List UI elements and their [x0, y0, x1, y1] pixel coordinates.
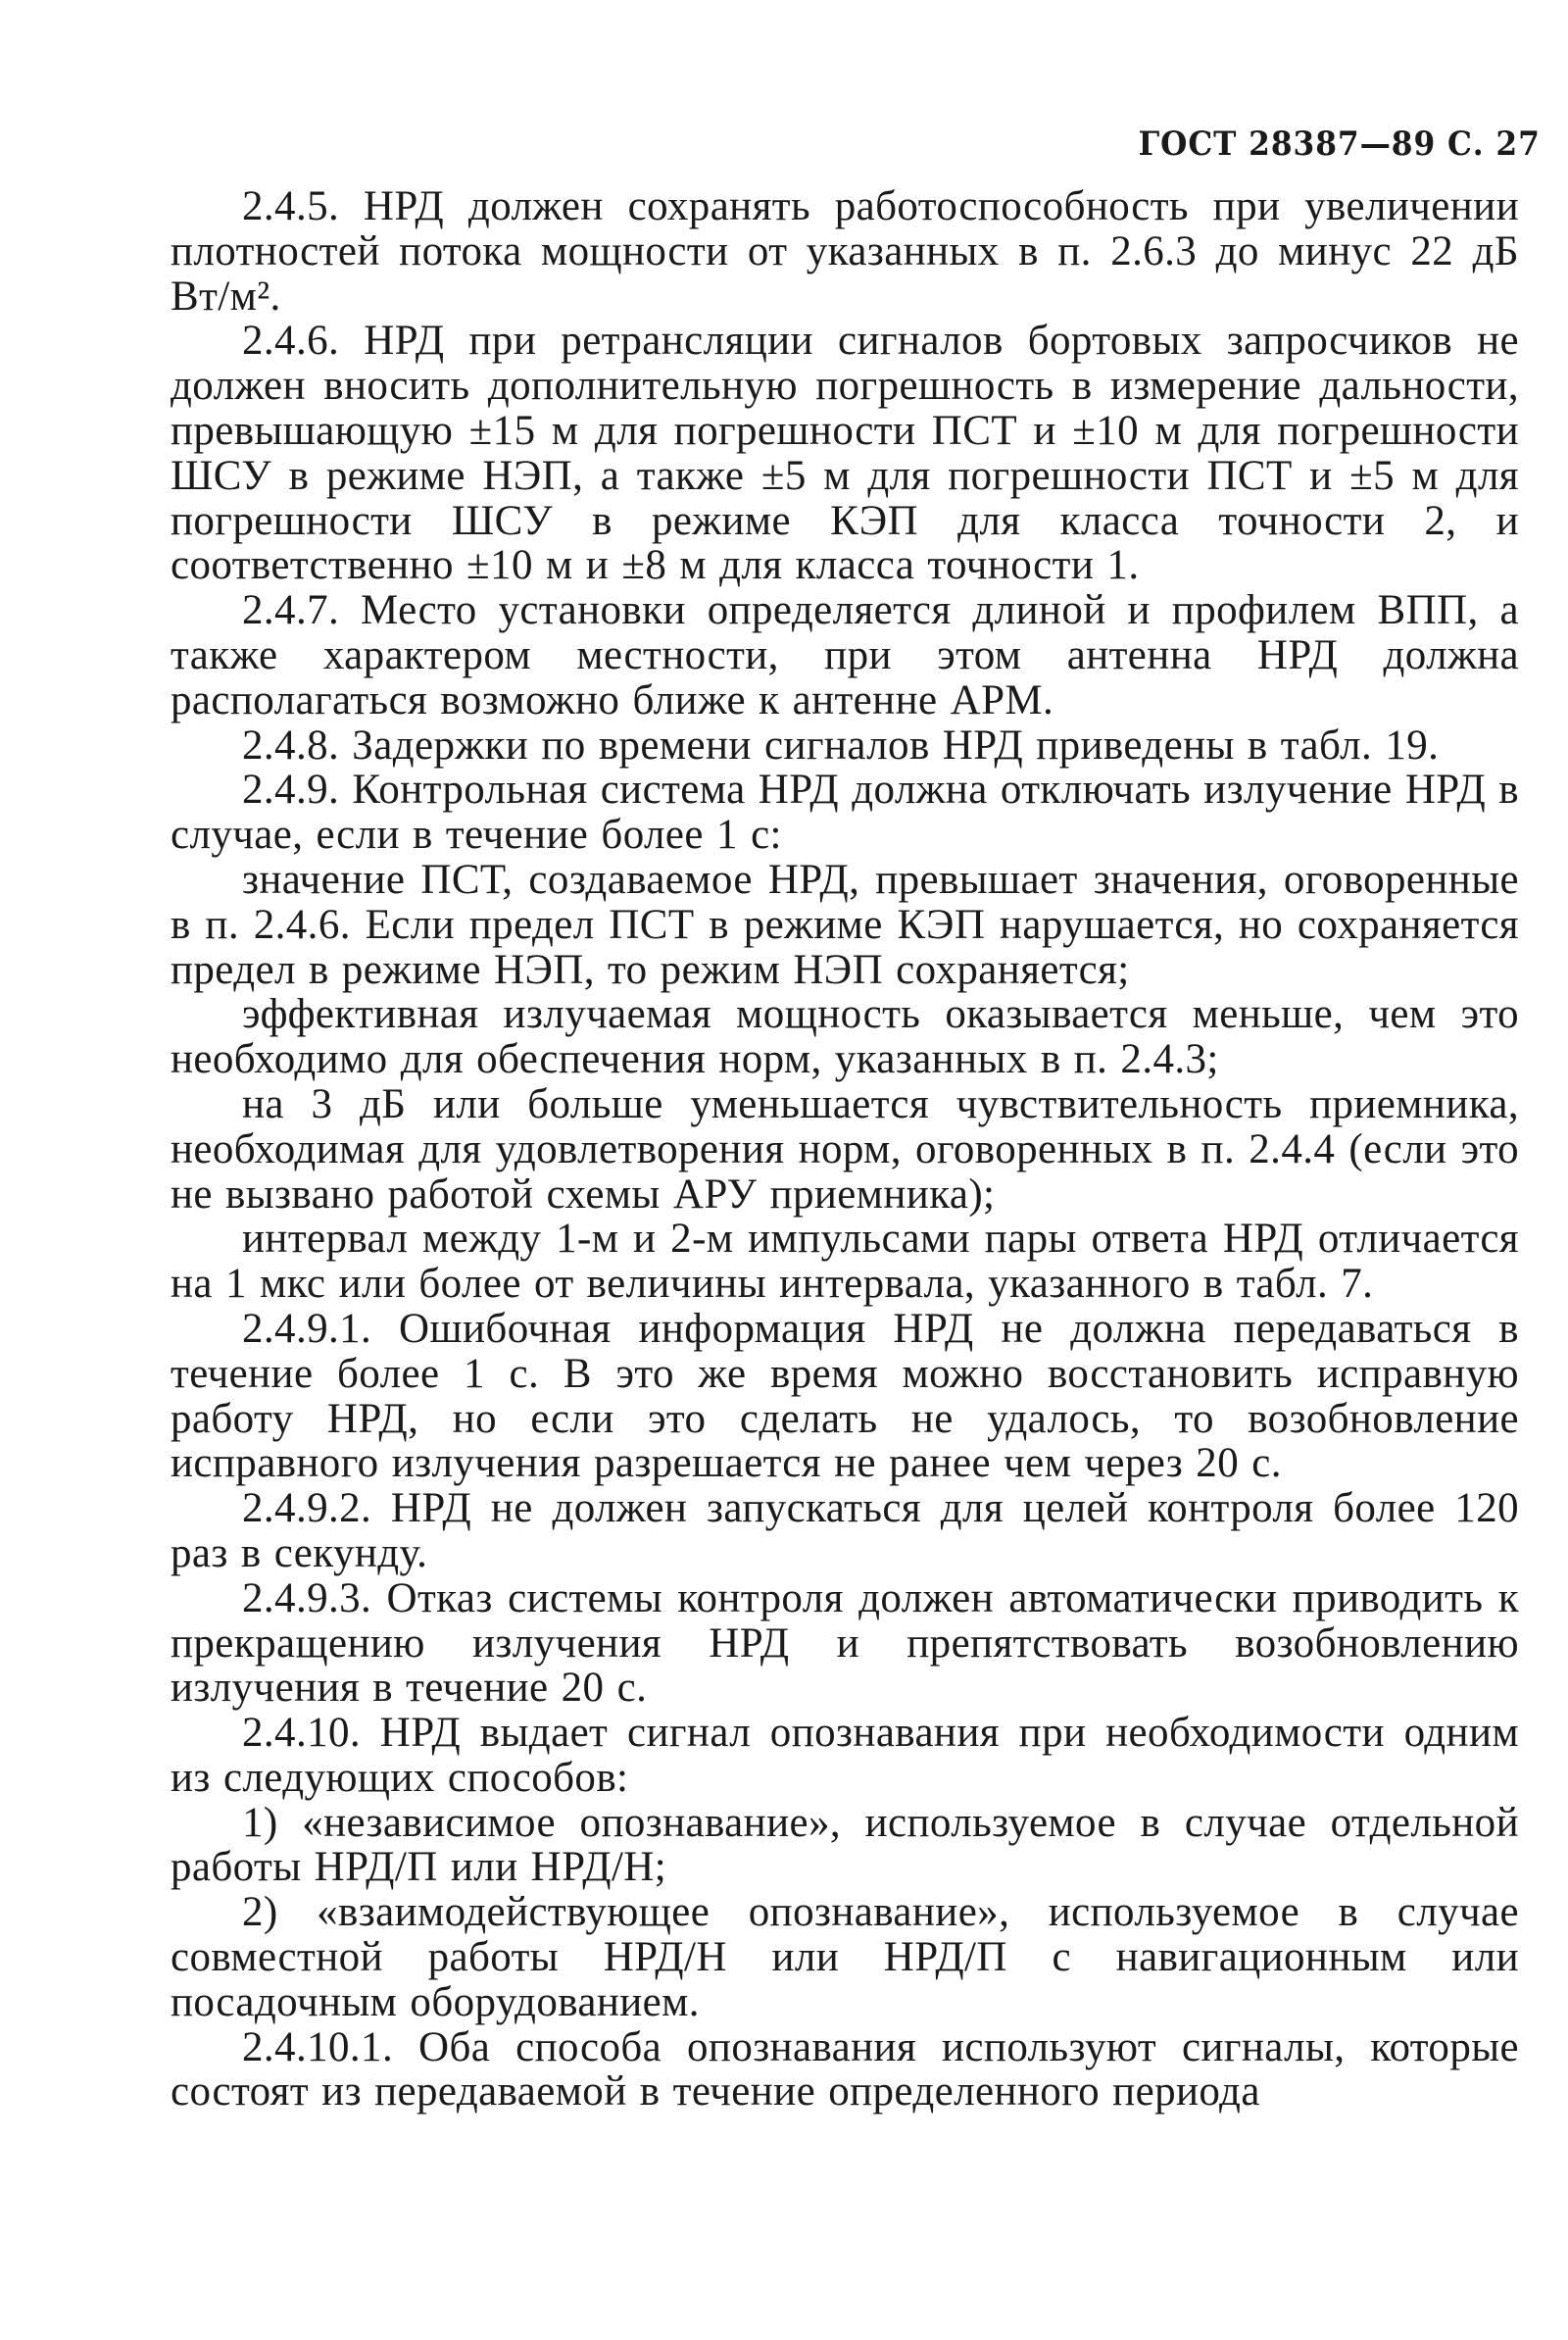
list-item-pst: значение ПСТ, создаваемое НРД, превышает значения, оговоренные в п. 2.4.6. Если предел ПСТ в режиме КЭП нарушается, но сохраняется предел в режиме НЭП, то режим НЭП сохраняется;: [171, 856, 1519, 993]
list-item-power: эффективная излучаемая мощность оказывается меньше, чем это необходимо для обеспечения норм, указанных в п. 2.4.3;: [171, 991, 1519, 1083]
paragraph-2-4-10: 2.4.10. НРД выдает сигнал опознавания при необходимости одним из следующих способов:: [171, 1710, 1519, 1801]
paragraph-2-4-5: 2.4.5. НРД должен сохранять работоспособность при увеличении плотностей потока мощности от указанных в п. 2.6.3 до минус 22 дБ Вт/м².: [171, 183, 1519, 320]
paragraph-2-4-10-1: 2.4.10.1. Оба способа опознавания используют сигналы, которые состоят из передаваемой в течение определенного периода: [171, 2023, 1519, 2116]
page-number: С. 27: [1447, 124, 1541, 164]
list-item-sensitivity: на 3 дБ или больше уменьшается чувствительность приемника, необходимая для удовлетворения норм, оговоренных в п. 2.4.4 (если это не вызвано работой схемы АРУ приемника);: [171, 1080, 1519, 1218]
paragraph-2-4-9-1: 2.4.9.1. Ошибочная информация НРД не должна передаваться в течение более 1 с. В это же время можно восстановить исправную работу НРД, но если это сделать не удалось, то возобновление исправного излучения разрешается не ранее чем через 20 с.: [171, 1305, 1519, 1487]
document-body: [171, 184, 1519, 2115]
list-item-interval: интервал между 1-м и 2-м импульсами пары ответа НРД отличается на 1 мкс или более от величины интервала, указанного в табл. 7.: [171, 1216, 1519, 1308]
paragraph-2-4-7: 2.4.7. Место установки определяется длиной и профилем ВПП, а также характером местности, при этом антенна НРД должна располагаться возможно ближе к антенне АРМ.: [171, 587, 1519, 723]
paragraph-2-4-9-2: 2.4.9.2. НРД не должен запускаться для целей контроля более 120 раз в секунду.: [171, 1485, 1519, 1576]
paragraph-2-4-9-3: 2.4.9.3. Отказ системы контроля должен автоматически приводить к прекращению излучения НРД и препятствовать возобновлению излучения в течение 20 с.: [171, 1574, 1519, 1712]
list-item-independent-id: 1) «независимое опознавание», используемое в случае отдельной работы НРД/П или НРД/Н;: [171, 1799, 1519, 1891]
page-header: [1139, 124, 1541, 164]
paragraph-2-4-8: 2.4.8. Задержки по времени сигналов НРД приведены в табл. 19.: [242, 722, 1440, 769]
paragraph-2-4-6: 2.4.6. НРД при ретрансляции сигналов бортовых запросчиков не должен вносить дополнительную погрешность в измерение дальности, превышающую ±15 м для погрешности ПСТ и ±10 м для погрешности ШСУ в режиме НЭП, а также ±5 м для погрешности ПСТ и ±5 м для погрешности ШСУ в режиме КЭП для класса точности 2, и соответственно ±10 м и ±8 м для класса точности 1.: [171, 318, 1519, 589]
document-number: ГОСТ 28387—89: [1138, 124, 1437, 164]
paragraph-2-4-9: 2.4.9. Контрольная система НРД должна отключать излучение НРД в случае, если в течение более 1 с:: [171, 767, 1519, 859]
list-item-associated-id: 2) «взаимодействующее опознавание», используемое в случае совместной работы НРД/Н или НРД/П с навигационным или посадочным оборудованием.: [171, 1889, 1519, 2025]
